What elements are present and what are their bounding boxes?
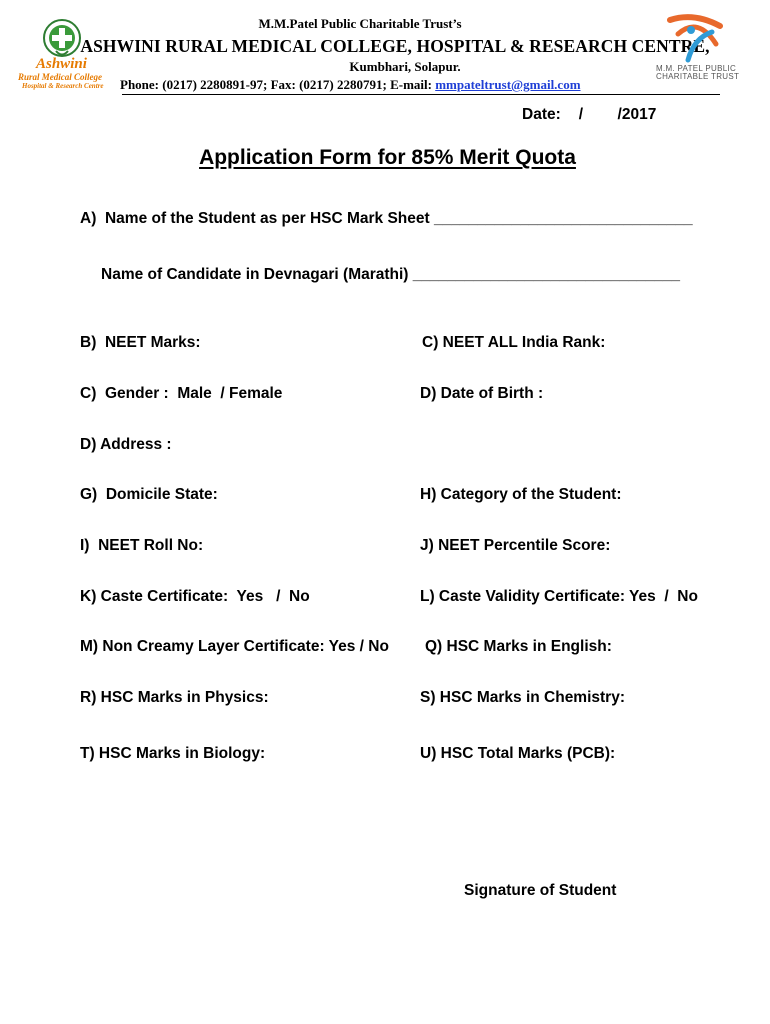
devnagari-name-field: Name of Candidate in Devnagari (Marathi) _______________________________ <box>101 266 681 283</box>
signature-label: Signature of Student <box>464 882 617 899</box>
hsc-english-field: Q) HSC Marks in English: <box>425 638 612 655</box>
trust-logo-text: CHARITABLE TRUST <box>656 72 740 81</box>
logo-subtext: Hospital & Research Centre <box>22 82 104 90</box>
neet-percentile-field: J) NEET Percentile Score: <box>420 537 611 554</box>
header-divider <box>122 94 720 95</box>
contact-info <box>120 77 581 93</box>
neet-roll-field: I) NEET Roll No: <box>80 537 204 554</box>
contact-details: Phone: (0217) 2280891-97; Fax: (0217) 2280791; E-mail: <box>120 77 436 92</box>
college-name: ASHWINI RURAL MEDICAL COLLEGE, HOSPITAL & RESEARCH CENTRE, <box>80 36 710 56</box>
hsc-biology-field: T) HSC Marks in Biology: <box>80 745 266 762</box>
address-field: D) Address : <box>80 436 172 453</box>
dob-field: D) Date of Birth : <box>420 385 544 402</box>
form-title: Application Form for 85% Merit Quota <box>199 146 576 169</box>
logo-text: Ashwini <box>36 56 87 72</box>
domicile-field: G) Domicile State: <box>80 486 218 503</box>
trust-logo-text: M.M. PATEL PUBLIC <box>656 64 737 73</box>
category-field: H) Category of the Student: <box>420 486 622 503</box>
student-name-field: A) Name of the Student as per HSC Mark Sheet ______________________________ <box>80 210 693 227</box>
trust-name: M.M.Patel Public Charitable Trust’s <box>258 16 462 31</box>
date-label: Date: <box>522 106 561 123</box>
college-location: Kumbhari, Solapur. <box>349 59 461 74</box>
trust-logo <box>664 10 724 64</box>
date-value: / /2017 <box>578 106 657 123</box>
hsc-chemistry-field: S) HSC Marks in Chemistry: <box>420 689 625 706</box>
non-creamy-layer-field: M) Non Creamy Layer Certificate: Yes / No <box>80 638 389 655</box>
caste-validity-field: L) Caste Validity Certificate: Yes / No <box>420 588 698 605</box>
logo-subtext: Rural Medical College <box>18 72 102 82</box>
neet-rank-field: C) NEET ALL India Rank: <box>422 334 606 351</box>
neet-marks-field: B) NEET Marks: <box>80 334 201 351</box>
gender-field: C) Gender : Male / Female <box>80 385 283 402</box>
hsc-total-field: U) HSC Total Marks (PCB): <box>420 745 616 762</box>
hsc-physics-field: R) HSC Marks in Physics: <box>80 689 269 706</box>
date-line <box>522 106 656 124</box>
email-link[interactable]: mmpateltrust@gmail.com <box>435 77 581 92</box>
caste-certificate-field: K) Caste Certificate: Yes / No <box>80 588 310 605</box>
